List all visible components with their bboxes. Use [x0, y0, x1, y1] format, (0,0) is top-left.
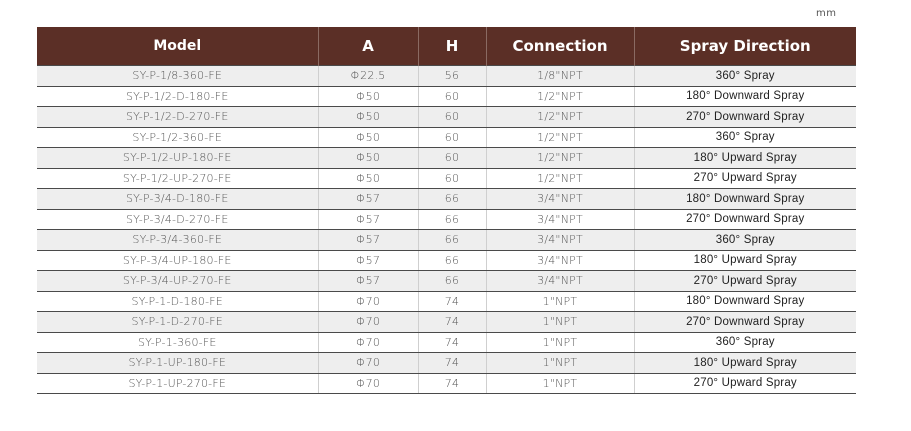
- cell-a: Φ70: [318, 312, 418, 333]
- cell-spray-direction: 180° Downward Spray: [634, 86, 856, 107]
- table-row: [37, 353, 856, 374]
- cell-connection: 1"NPT: [486, 291, 634, 312]
- table-row: [37, 250, 856, 271]
- cell-a: Φ70: [318, 353, 418, 374]
- cell-h: 74: [418, 291, 486, 312]
- cell-model: SY-P-1/2-UP-270-FE: [37, 168, 318, 189]
- cell-a: Φ50: [318, 148, 418, 169]
- cell-spray-direction: 270° Upward Spray: [634, 168, 856, 189]
- cell-connection: 1"NPT: [486, 332, 634, 353]
- table-row: [37, 373, 856, 394]
- cell-model: SY-P-1/2-D-180-FE: [37, 86, 318, 107]
- table-body: [37, 66, 856, 394]
- cell-spray-direction: 360° Spray: [634, 66, 856, 87]
- cell-spray-direction: 360° Spray: [634, 230, 856, 251]
- table-header: [37, 27, 856, 66]
- cell-connection: 1"NPT: [486, 373, 634, 394]
- table-row: [37, 332, 856, 353]
- cell-spray-direction: 360° Spray: [634, 332, 856, 353]
- table-row: [37, 168, 856, 189]
- table-row: [37, 148, 856, 169]
- cell-h: 74: [418, 332, 486, 353]
- table-row: [37, 189, 856, 210]
- table-row: [37, 209, 856, 230]
- cell-spray-direction: 180° Upward Spray: [634, 250, 856, 271]
- cell-h: 60: [418, 168, 486, 189]
- cell-connection: 1"NPT: [486, 312, 634, 333]
- cell-a: Φ50: [318, 127, 418, 148]
- cell-model: SY-P-3/4-360-FE: [37, 230, 318, 251]
- cell-h: 74: [418, 353, 486, 374]
- cell-a: Φ70: [318, 291, 418, 312]
- cell-spray-direction: 270° Downward Spray: [634, 107, 856, 128]
- spec-table: [37, 27, 856, 394]
- cell-h: 60: [418, 148, 486, 169]
- cell-h: 66: [418, 209, 486, 230]
- header-h: H: [418, 27, 486, 66]
- cell-h: 60: [418, 86, 486, 107]
- cell-a: Φ70: [318, 373, 418, 394]
- header-a: A: [318, 27, 418, 66]
- cell-connection: 1/8"NPT: [486, 66, 634, 87]
- cell-spray-direction: 270° Downward Spray: [634, 209, 856, 230]
- cell-h: 60: [418, 107, 486, 128]
- cell-spray-direction: 270° Upward Spray: [634, 373, 856, 394]
- cell-model: SY-P-1/8-360-FE: [37, 66, 318, 87]
- cell-connection: 1"NPT: [486, 353, 634, 374]
- cell-spray-direction: 180° Downward Spray: [634, 291, 856, 312]
- cell-a: Φ57: [318, 271, 418, 292]
- cell-a: Φ57: [318, 189, 418, 210]
- cell-a: Φ22.5: [318, 66, 418, 87]
- cell-model: SY-P-1/2-360-FE: [37, 127, 318, 148]
- cell-connection: 1/2"NPT: [486, 107, 634, 128]
- cell-h: 66: [418, 250, 486, 271]
- cell-model: SY-P-1-D-270-FE: [37, 312, 318, 333]
- cell-connection: 3/4"NPT: [486, 189, 634, 210]
- cell-spray-direction: 180° Upward Spray: [634, 353, 856, 374]
- cell-spray-direction: 180° Downward Spray: [634, 189, 856, 210]
- table-row: [37, 230, 856, 251]
- cell-h: 74: [418, 373, 486, 394]
- cell-connection: 1/2"NPT: [486, 168, 634, 189]
- cell-model: SY-P-3/4-UP-270-FE: [37, 271, 318, 292]
- table-row: [37, 86, 856, 107]
- cell-connection: 1/2"NPT: [486, 148, 634, 169]
- cell-model: SY-P-3/4-D-270-FE: [37, 209, 318, 230]
- cell-spray-direction: 180° Upward Spray: [634, 148, 856, 169]
- header-spray-direction: Spray Direction: [634, 27, 856, 66]
- table-row: [37, 291, 856, 312]
- cell-model: SY-P-1-D-180-FE: [37, 291, 318, 312]
- cell-connection: 1/2"NPT: [486, 86, 634, 107]
- cell-a: Φ50: [318, 107, 418, 128]
- cell-h: 66: [418, 189, 486, 210]
- cell-model: SY-P-1-UP-270-FE: [37, 373, 318, 394]
- cell-model: SY-P-1/2-D-270-FE: [37, 107, 318, 128]
- cell-h: 74: [418, 312, 486, 333]
- table-row: [37, 127, 856, 148]
- table-row: [37, 271, 856, 292]
- table-row: [37, 66, 856, 87]
- cell-connection: 1/2"NPT: [486, 127, 634, 148]
- cell-a: Φ70: [318, 332, 418, 353]
- cell-model: SY-P-3/4-UP-180-FE: [37, 250, 318, 271]
- cell-h: 60: [418, 127, 486, 148]
- cell-a: Φ50: [318, 86, 418, 107]
- cell-model: SY-P-1/2-UP-180-FE: [37, 148, 318, 169]
- header-connection: Connection: [486, 27, 634, 66]
- cell-model: SY-P-1-UP-180-FE: [37, 353, 318, 374]
- cell-a: Φ57: [318, 209, 418, 230]
- cell-spray-direction: 270° Downward Spray: [634, 312, 856, 333]
- table-row: [37, 107, 856, 128]
- cell-a: Φ57: [318, 250, 418, 271]
- unit-label: mm: [816, 8, 837, 19]
- cell-spray-direction: 360° Spray: [634, 127, 856, 148]
- cell-a: Φ57: [318, 230, 418, 251]
- cell-connection: 3/4"NPT: [486, 209, 634, 230]
- cell-spray-direction: 270° Upward Spray: [634, 271, 856, 292]
- header-model: Model: [37, 27, 318, 66]
- cell-connection: 3/4"NPT: [486, 250, 634, 271]
- cell-connection: 3/4"NPT: [486, 271, 634, 292]
- cell-connection: 3/4"NPT: [486, 230, 634, 251]
- cell-model: SY-P-1-360-FE: [37, 332, 318, 353]
- cell-h: 56: [418, 66, 486, 87]
- cell-h: 66: [418, 271, 486, 292]
- table-row: [37, 312, 856, 333]
- cell-a: Φ50: [318, 168, 418, 189]
- cell-h: 66: [418, 230, 486, 251]
- cell-model: SY-P-3/4-D-180-FE: [37, 189, 318, 210]
